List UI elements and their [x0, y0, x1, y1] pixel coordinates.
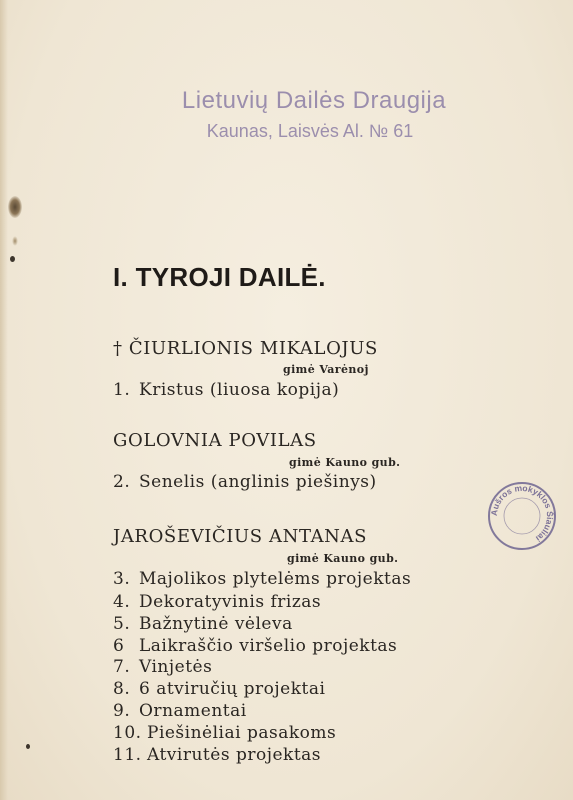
section-title: I. TYROJI DAILĖ.: [113, 262, 326, 292]
work-title: Ornamentai: [139, 701, 247, 721]
work-number: 3.: [113, 569, 131, 589]
work-number: 11.: [113, 745, 142, 765]
work-number: 6: [113, 636, 125, 656]
artist-name: GOLOVNIA POVILAS: [113, 430, 317, 451]
work-title: Laikraščio viršelio projektas: [139, 636, 398, 656]
work-item: [113, 723, 336, 743]
work-title: Kristus (liuosa kopija): [139, 380, 340, 400]
artist-birthplace: gimė Kauno gub.: [289, 456, 401, 469]
work-item: [113, 380, 339, 400]
ownership-stamp: [150, 86, 470, 144]
work-title: Dekoratyvinis frizas: [139, 592, 322, 612]
stamp-address: Kaunas, Laisvės Al. № 61: [206, 121, 414, 141]
work-number: 8.: [113, 679, 131, 699]
round-library-stamp: [486, 480, 558, 552]
work-item: [113, 569, 411, 589]
stamp-society-name: Lietuvių Dailės Draugija: [181, 87, 447, 114]
work-number: 1.: [113, 380, 131, 400]
artist-name: JAROŠEVIČIUS ANTANAS: [113, 526, 368, 547]
work-number: 4.: [113, 592, 131, 612]
work-item: [113, 701, 247, 721]
artist-birthplace: gimė Kauno gub.: [287, 552, 399, 565]
work-item: [113, 614, 293, 634]
artist-birthplace: gimė Varėnoj: [283, 363, 369, 376]
work-title: Vinjetės: [139, 657, 213, 677]
artist-name: † ČIURLIONIS MIKALOJUS: [113, 338, 378, 359]
work-title: Piešinėliai pasakoms: [147, 723, 337, 743]
work-item: [113, 657, 212, 677]
work-item: [113, 636, 397, 656]
work-number: 2.: [113, 472, 131, 492]
ink-spot: [12, 236, 18, 246]
work-number: 9.: [113, 701, 131, 721]
work-title: Atvirutės projektas: [147, 745, 322, 765]
page-edge-shadow: [0, 0, 8, 800]
work-item: [113, 745, 321, 765]
ink-spot: [26, 744, 30, 749]
work-number: 10.: [113, 723, 142, 743]
work-item: [113, 679, 325, 699]
work-title: Majolikos plytelėms projektas: [139, 569, 412, 589]
ink-spot: [8, 196, 22, 218]
work-number: 7.: [113, 657, 131, 677]
work-title: Senelis (anglinis piešinys): [139, 472, 377, 492]
work-title: Bažnytinė vėleva: [139, 614, 293, 634]
work-number: 5.: [113, 614, 131, 634]
work-item: [113, 592, 321, 612]
ink-spot: [10, 256, 15, 262]
work-item: [113, 472, 377, 492]
work-title: 6 atviručių projektai: [139, 679, 326, 699]
round-stamp-text: Aušros mokyklos Šiauliai: [488, 482, 556, 544]
